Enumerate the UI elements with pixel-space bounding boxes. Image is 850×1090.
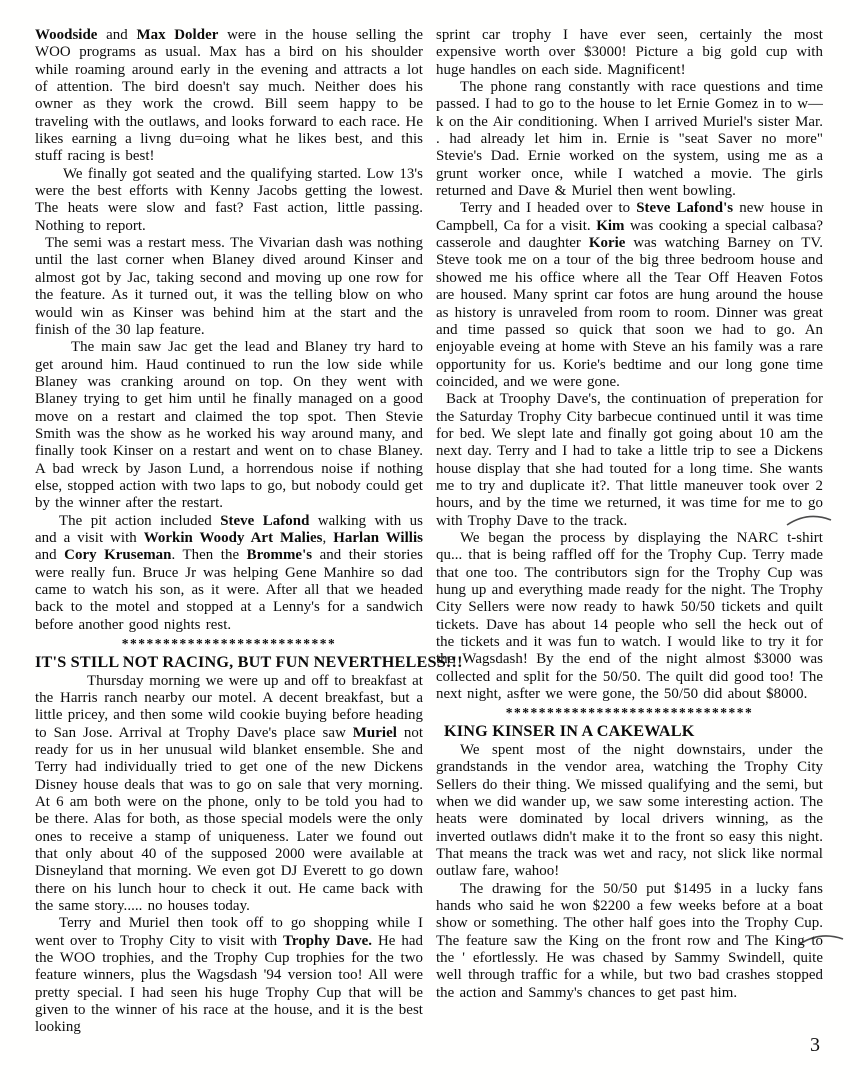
paragraph bbox=[436, 79, 823, 200]
body-text-run: The phone rang constantly with race questions and time passed. I had to go to the house to let Ernie Gomez in to w—k on the Air conditioning. When I arrived Muriel's sister Mar. . had already let him in. Ernie is "seat Saver no more" Stevie's Dad. Ernie worked on the system, using me as a grunt worker once, while I watched a movie. The girls returned and Dave & Muriel then went bowling. bbox=[436, 79, 823, 200]
text-columns bbox=[35, 27, 823, 1037]
body-text-run: Thursday morning we were up and off to breakfast at the Harris ranch nearby our motel. A decent breakfast, but a little pricey, and then some wild cookie buying before heading to San Jose. Arrival at Trophy Dave's place saw bbox=[35, 672, 423, 741]
bold-name-text: Cory Kruseman bbox=[64, 547, 172, 564]
body-text-run: Terry and Muriel then took off to go shopping while I went over to Trophy City to visit with bbox=[35, 915, 423, 949]
body-text-run: The drawing for the 50/50 put $1495 in a lucky fans hands who said he won $2200 a few weeks before at a boat show or something. The other half goes into the Trophy Cup. The feature saw the King on the front row and The King to the ' efortlessly. He was chased by Sammy Swindell, quite well through traffic for a while, but two bad crashes stopped the action and Sammy's chances to get past him. bbox=[436, 880, 823, 1001]
paragraph bbox=[436, 391, 823, 530]
paragraph bbox=[35, 339, 423, 512]
bold-name-text: Steve Lafond bbox=[220, 512, 310, 529]
body-text-run: , bbox=[322, 529, 334, 546]
body-text-run: was watching Barney on TV. Steve took me on a tour of the big three bedroom house and showed me his office where all the Tear Off Heaven Fotos are housed. Many sprint car fotos are hung around the house as history is unraveled from room to room. Dinner was great and time passed so quick that soon we had to go. An enjoyable eveing at home with Steve an his family was a rare opportunity for us. Korie's bedtime and our long gone time coincided, and we were gone. bbox=[436, 235, 823, 390]
body-text-run: and bbox=[97, 27, 137, 43]
bold-name-text: Trophy Dave. bbox=[283, 932, 373, 949]
body-text-run: The semi was a restart mess. The Vivarian dash was nothing until the last corner when Blaney dived around Kinser and almost got by Jac, taking second and moving up one row for the feature. As it turned out, it was the telling blow on who would win as Kinser was behind him at the start and the finish of the 30 lap feature. bbox=[35, 235, 423, 338]
bold-name-text: Muriel bbox=[352, 724, 397, 741]
bold-name-text: Max Dolder bbox=[136, 27, 219, 43]
bold-name-text: Workin Woody Art Malies bbox=[143, 529, 323, 546]
paragraph bbox=[35, 166, 423, 235]
body-text-run: The pit action included bbox=[59, 512, 221, 529]
body-text-run: . Then the bbox=[171, 547, 247, 564]
body-text-run: We began the process by displaying the NARC t-shirt qu... that is being raffled off for the Trophy Cup. Terry made that one too. The contributors sign for the Trophy Cup was hung up and everything made ready for the night. The Trophy City Sellers were now ready to hawk 50/50 tickets and quilt tickets. Dave has about 14 people who sell the heck out of the tickets and it was fun to watch. I would like to try it for the Wagsdash! By the end of the night almost $3000 was collected and split for the 50/50. The quilt did good too! The next night, asfter we were gone, the 50/50 did about $8000. bbox=[436, 529, 823, 703]
body-text-run: were in the house selling the WOO programs as usual. Max has a bird on his shoulder while roaming around early in the evening and attracts a lot of attention. The bird doesn't say much. Neither does his owner as they work the crowd. Bill seem happy to be traveling with the outlaws, and looks forward to each race. He likes earning a livng du=oing what he likes best, and this stuff racing is best! bbox=[35, 27, 424, 165]
bold-name-text: Bromme's bbox=[246, 547, 313, 564]
paragraph bbox=[436, 27, 823, 79]
body-text-run: not ready for us in her unusual wild blanket ensemble. She and Terry had individually tried to get one of the new Dickens Disney house deals that was to go on sale that very morning. At 6 am both were on the phone, only to be told you had to be there. Alas for both, as those special models were the only ones to receive a stamp of uniqueness. Later we found out that only about 40 of the supposed 2000 were available at Disneyland that morning. We even got DJ Everett to go down there on his lunch hour to check it out. He came back with the same story..... no houses today. bbox=[35, 724, 424, 914]
body-text-run: was cooking a special calbasa? casserole and daughter bbox=[436, 217, 823, 252]
section-heading: KING KINSER IN A CAKEWALK bbox=[444, 722, 695, 741]
right-column bbox=[436, 27, 823, 1037]
body-text-run: The main saw Jac get the lead and Blaney try hard to get around him. Haud continued to run the low side while Blaney was cranking around on top. On they went with Blaney trying to get him until he finally managed on a good move on a restart and claimed the top spot. Then Stevie Smith was the show as he worked his way around many, and finally took Kinser on a restart and went on to chase Blaney. A bad wreck by Jason Lund, a horrendous noise if nothing else, stopped action with two laps to go, but nobody could get by the winner after the restart. bbox=[35, 339, 423, 512]
asterisk-separator: ****************************** bbox=[505, 705, 754, 721]
bold-name-text: Kim bbox=[596, 217, 625, 234]
body-text-run: Terry and I headed over to bbox=[460, 200, 637, 217]
paragraph bbox=[436, 881, 823, 1002]
body-text-run: Back at Troophy Dave's, the continuation of preperation for the Saturday Trophy City barbecue continued until it was time for bed. We slept late and finally got going about 10 am the next day. Terry and I had to take a little trip to see a Dickens house display that she had touted for a long time. She wants me to try and duplicate it?. That little maneuver took over 2 hours, and by the time we returned, it was time for me to go with Trophy Dave to the track. bbox=[436, 391, 823, 529]
paragraph bbox=[35, 513, 423, 634]
body-text-run: We finally got seated and the qualifying started. Low 13's were the best efforts with Kenny Jacobs getting the lowest. The heats were slow and fast? Fast action, little passing. Nothing to report. bbox=[35, 165, 423, 234]
left-column bbox=[35, 27, 463, 1037]
paragraph bbox=[35, 235, 423, 339]
bold-name-text: Steve Lafond's bbox=[636, 200, 734, 217]
body-text-run: walking with us and a visit with bbox=[35, 512, 423, 546]
body-text-run: We spent most of the night downstairs, under the grandstands in the vendor area, watching the Trophy City Sellers do their thing. We missed qualifying and the semi, but when we did wander up, we saw some interesting action. The heats were dominated by local drivers winning, as the inverted outlaws didn't make it to the front so easy this night. That means the track was wet and racy, not slick like normal outlaw fare, wahoo! bbox=[436, 741, 823, 880]
paragraph bbox=[35, 27, 423, 166]
page-number: 3 bbox=[810, 1034, 820, 1056]
asterisk-separator: ************************** bbox=[121, 636, 337, 652]
paragraph bbox=[436, 742, 823, 881]
body-text-run: sprint car trophy I have ever seen, certainly the most expensive worth over $3000! Picture a big gold cup with huge handles on each side. Magnificent! bbox=[436, 27, 823, 78]
body-text-run: new house in Campbell, Ca for a visit. bbox=[436, 200, 824, 234]
paragraph bbox=[436, 200, 823, 391]
paragraph bbox=[35, 915, 423, 1036]
paragraph bbox=[436, 530, 823, 703]
body-text-run: and their stories were really fun. Bruce Jr was helping Gene Manhire so dad came to watch his son, as it were. After all that we headed back to the motel and stopped at a Lenny's for a sandwich before another good nights rest. bbox=[35, 547, 423, 633]
bold-name-text: Korie bbox=[588, 235, 626, 252]
bold-name-text: Woodside bbox=[35, 27, 98, 43]
section-heading: IT'S STILL NOT RACING, BUT FUN NEVERTHELESS!!! bbox=[35, 653, 463, 672]
body-text-run: He had the WOO trophies, and the Trophy Cup trophies for the two feature winners, plus the Wagsdash '94 version too! All were pretty special. I had seen his huge Trophy Cup that will be given to the winner of his race at the house, and it is the best looking bbox=[35, 932, 423, 1036]
paragraph bbox=[35, 673, 423, 916]
bold-name-text: Harlan Willis bbox=[333, 529, 424, 546]
body-text-run: and bbox=[35, 547, 65, 564]
